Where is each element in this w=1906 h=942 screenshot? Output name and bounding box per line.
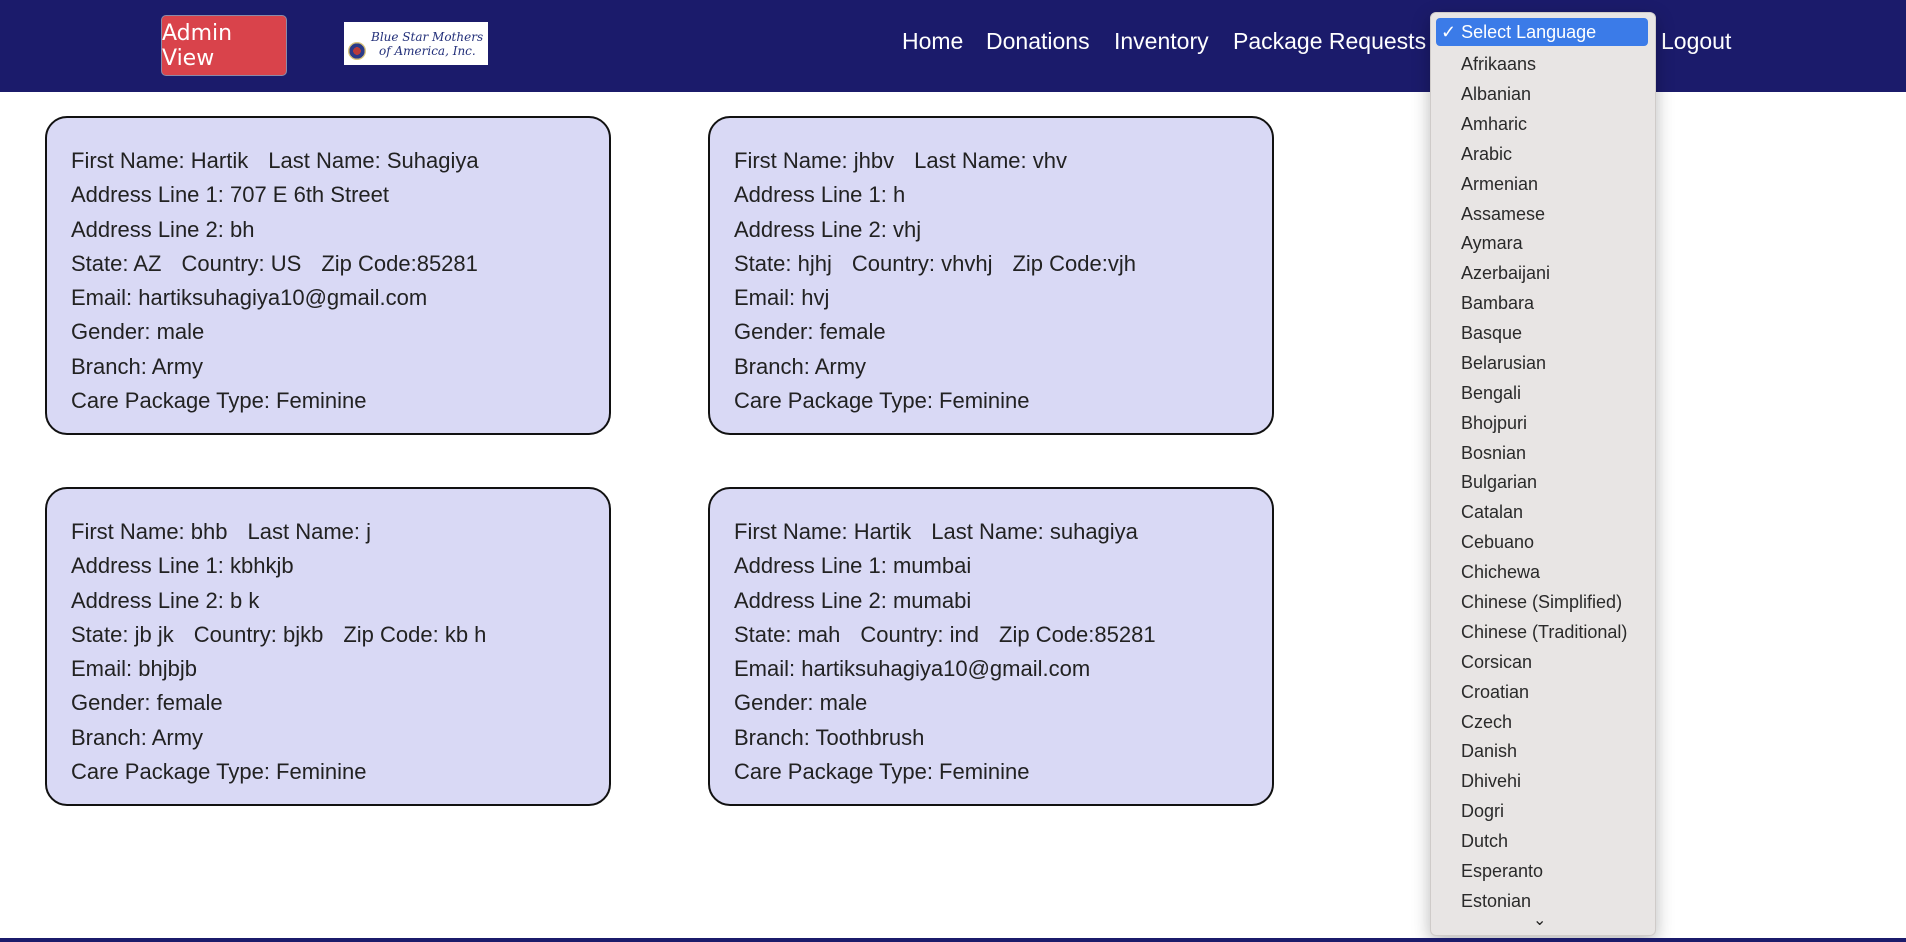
language-option[interactable]: Dogri: [1461, 801, 1505, 821]
scroll-down-arrow-icon[interactable]: ⌄: [1533, 910, 1547, 929]
care-package-type: Care Package Type: Feminine: [734, 759, 1030, 785]
language-option[interactable]: Chinese (Traditional): [1461, 622, 1628, 642]
country: Country: bjkb: [193, 621, 324, 647]
nav-link-inventory[interactable]: Inventory: [1114, 28, 1209, 54]
last-name: Last Name: Suhagiya: [268, 148, 479, 173]
language-option[interactable]: Cebuano: [1461, 532, 1535, 552]
name-line: [71, 144, 609, 178]
nav-link-package-requests[interactable]: Package Requests: [1233, 28, 1427, 54]
state: State: AZ: [71, 250, 162, 276]
address-line-2: Address Line 2: b k: [71, 587, 260, 613]
bottom-edge-strip: [0, 938, 1906, 942]
care-package-type: Care Package Type: Feminine: [734, 388, 1030, 414]
address-line-2: Address Line 2: mumabi: [734, 587, 972, 613]
package-request-card: [708, 487, 1274, 806]
location-line: [71, 618, 609, 652]
language-option[interactable]: Bambara: [1461, 293, 1535, 313]
zip-code: Zip Code:85281: [999, 621, 1156, 647]
language-option[interactable]: Dhivehi: [1461, 771, 1522, 791]
first-name: First Name: Hartik: [734, 519, 912, 544]
language-option[interactable]: Armenian: [1461, 174, 1539, 194]
language-option[interactable]: Assamese: [1461, 204, 1546, 224]
gender: Gender: male: [71, 319, 205, 345]
care-package-type: Care Package Type: Feminine: [71, 759, 367, 785]
select-language-option[interactable]: ✓ Select Language: [1436, 18, 1648, 46]
language-select-dropdown[interactable]: [1430, 12, 1656, 936]
country: Country: vhvhj: [851, 250, 993, 276]
email: Email: hartiksuhagiya10@gmail.com: [71, 285, 428, 311]
package-request-card: [45, 487, 611, 806]
zip-code: Zip Code: kb h: [343, 621, 487, 647]
address-line-1: Address Line 1: kbhkjb: [71, 553, 294, 579]
language-option[interactable]: Arabic: [1461, 144, 1513, 164]
language-option[interactable]: Basque: [1461, 323, 1523, 343]
country: Country: ind: [860, 621, 980, 647]
state: State: hjhj: [734, 250, 832, 276]
admin-view-button[interactable]: Admin View: [161, 15, 287, 76]
address-line-1: Address Line 1: h: [734, 182, 906, 208]
logo-text-line1: Blue Star Mothers: [371, 29, 484, 44]
branch: Branch: Army: [734, 353, 867, 379]
gender: Gender: female: [734, 319, 886, 345]
language-option[interactable]: Afrikaans: [1461, 54, 1537, 74]
language-option[interactable]: Albanian: [1461, 84, 1532, 104]
email: Email: hartiksuhagiya10@gmail.com: [734, 656, 1091, 682]
language-option[interactable]: Bhojpuri: [1461, 413, 1528, 433]
nav-link-donations[interactable]: Donations: [986, 28, 1090, 54]
language-option[interactable]: Azerbaijani: [1461, 263, 1551, 283]
first-name: First Name: Hartik: [71, 148, 249, 173]
name-line: [734, 144, 1272, 178]
address-line-1: Address Line 1: mumbai: [734, 553, 972, 579]
location-line: [734, 247, 1272, 281]
language-option[interactable]: Dutch: [1461, 831, 1509, 851]
first-name: First Name: bhb: [71, 519, 228, 544]
location-line: [71, 247, 609, 281]
location-line: [734, 618, 1272, 652]
branch: Branch: Army: [71, 353, 204, 379]
gender: Gender: male: [734, 690, 868, 716]
state: State: mah: [734, 621, 841, 647]
last-name: Last Name: j: [247, 519, 371, 544]
language-option[interactable]: Danish: [1461, 741, 1518, 761]
address-line-2: Address Line 2: bh: [71, 216, 255, 242]
last-name: Last Name: vhv: [914, 148, 1067, 173]
nav-link-home[interactable]: Home: [902, 28, 964, 54]
language-option[interactable]: Bosnian: [1461, 443, 1527, 463]
language-option[interactable]: Croatian: [1461, 682, 1530, 702]
logo-text-line2: of America, Inc.: [379, 43, 476, 58]
state: State: jb jk: [71, 621, 174, 647]
zip-code: Zip Code:vjh: [1012, 250, 1136, 276]
language-option[interactable]: Czech: [1461, 712, 1513, 732]
first-name: First Name: jhbv: [734, 148, 895, 173]
language-option[interactable]: Bulgarian: [1461, 472, 1538, 492]
language-option[interactable]: Bengali: [1461, 383, 1522, 403]
language-option[interactable]: Aymara: [1461, 233, 1523, 253]
branch: Branch: Toothbrush: [734, 724, 925, 750]
care-package-type: Care Package Type: Feminine: [71, 388, 367, 414]
language-option[interactable]: Amharic: [1461, 114, 1528, 134]
language-option[interactable]: Belarusian: [1461, 353, 1547, 373]
nav-link-logout[interactable]: Logout: [1661, 28, 1732, 54]
zip-code: Zip Code:85281: [321, 250, 478, 276]
language-option[interactable]: Chinese (Simplified): [1461, 592, 1623, 612]
language-option[interactable]: Catalan: [1461, 502, 1524, 522]
language-option[interactable]: Corsican: [1461, 652, 1533, 672]
name-line: [71, 515, 609, 549]
language-option[interactable]: Chichewa: [1461, 562, 1541, 582]
package-request-card: [45, 116, 611, 435]
email: Email: bhjbjb: [71, 656, 197, 682]
address-line-1: Address Line 1: 707 E 6th Street: [71, 182, 389, 208]
name-line: [734, 515, 1272, 549]
last-name: Last Name: suhagiya: [931, 519, 1138, 544]
branch: Branch: Army: [71, 724, 204, 750]
email: Email: hvj: [734, 285, 830, 311]
country: Country: US: [181, 250, 302, 276]
package-request-card: [708, 116, 1274, 435]
address-line-2: Address Line 2: vhj: [734, 216, 922, 242]
language-option[interactable]: Esperanto: [1461, 861, 1544, 881]
gender: Gender: female: [71, 690, 223, 716]
language-option[interactable]: Estonian: [1461, 891, 1532, 911]
